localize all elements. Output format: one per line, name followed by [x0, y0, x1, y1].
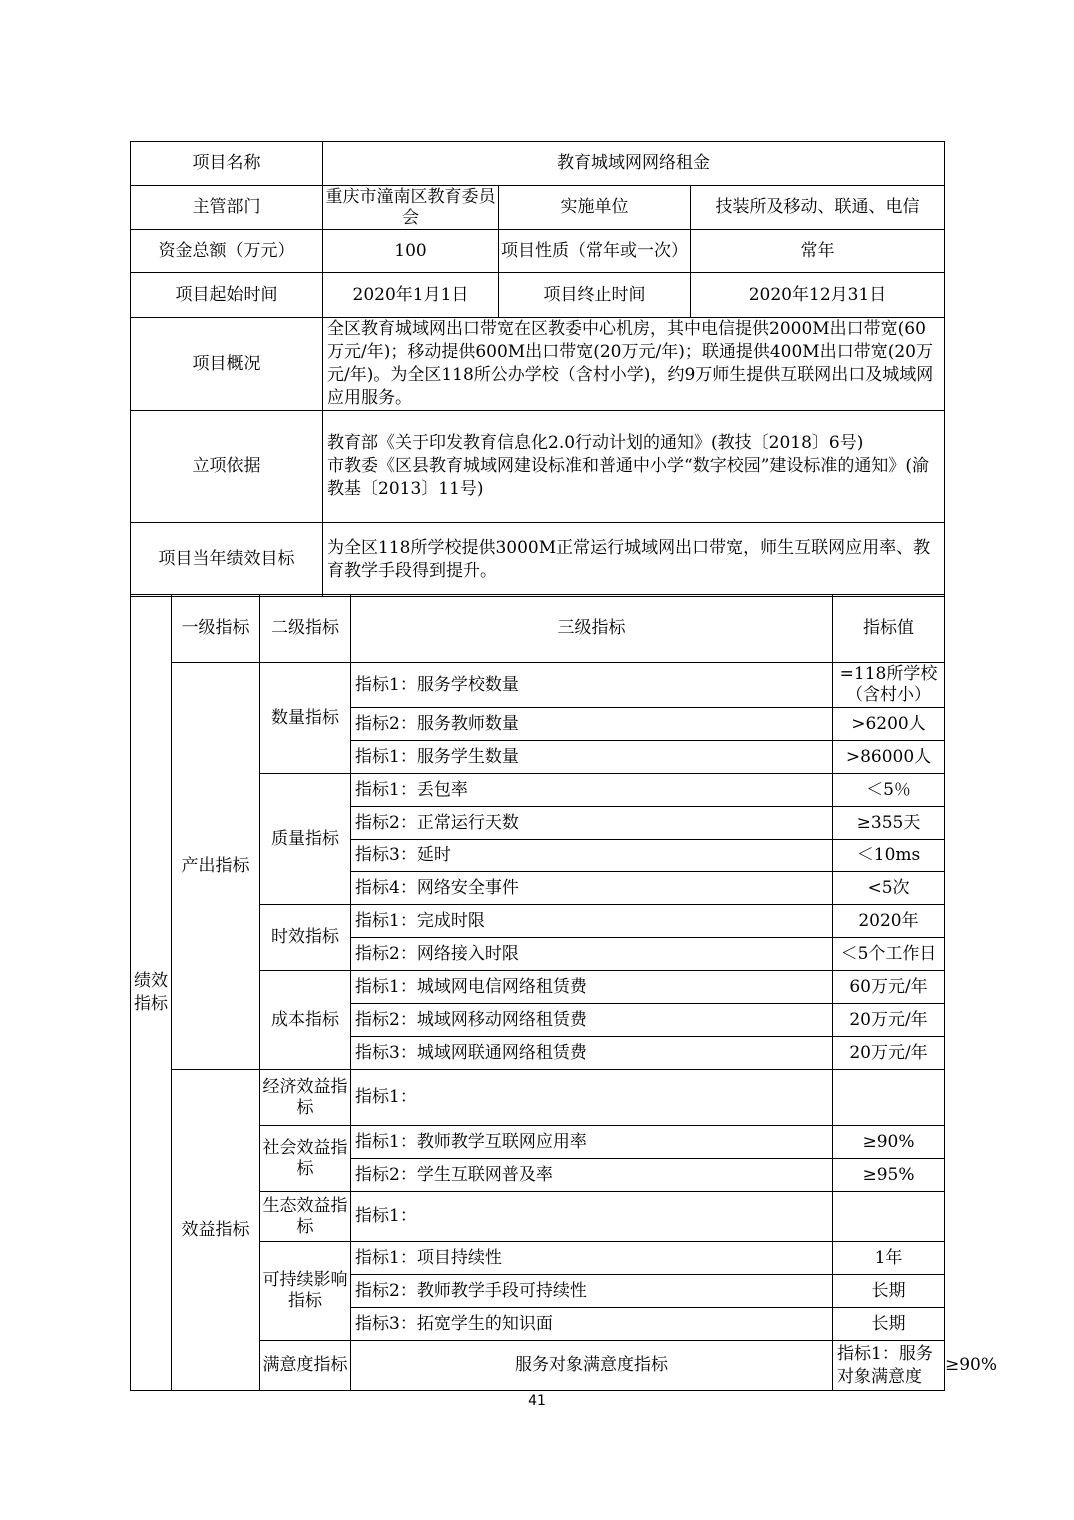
indicator-name: 指标2：正常运行天数 [351, 807, 833, 840]
indicator-value: <5次 [833, 872, 945, 905]
indicator-name: 指标1： [351, 1070, 833, 1126]
performance-table: 绩效指标 一级指标 二级指标 三级指标 指标值 产出指标 数量指标 指标1：服务学校数量 =118所学校（含村小） 指标2：服务教师数量 >6200人 指标1：服务学生数量 >86000人 质量指标 指标1：丢包率 ＜5％ 指标2：正常运行天数 ≥355天 指标3：延时 ＜10ms 指标4：网络安全事件 <5次 时效指标 指标1：完成时限 2020年 指标2：网络接入时限 ＜5个工作日 成本指标 指标1：城域网电信网络租赁费 60万元/年 指标2：城域网移动网络租赁费 20万元/年 指标3：城域网联通网络租赁费 20万元/年 效益指标 经济效益指标 指标1： 社会效益指标 指标1：教师教学互联网应用率 ≥90% 指标2：学生互联网普及率 ≥95% 生态效益指标 指标1： 可持续影响指标 指标1：项目持续性 1年 指标2：教师教学手段可持续性 长期 指标3：拓宽学生的知识面 长期 满意度指标 服务对象满意度指标 指标1：服务对象满意度 ≥90% [130, 594, 945, 1391]
header-level1: 一级指标 [172, 595, 260, 663]
indicator-value: 长期 [833, 1308, 945, 1341]
indicator-name: 指标2：城域网移动网络租赁费 [351, 1004, 833, 1037]
indicator-value: 2020年 [833, 905, 945, 938]
indicator-value: 20万元/年 [833, 1004, 945, 1037]
fund-value: 100 [323, 230, 499, 273]
indicator-value [833, 1192, 945, 1242]
dept-value: 重庆市潼南区教育委员会 [323, 186, 499, 230]
indicator-name: 指标3：拓宽学生的知识面 [351, 1308, 833, 1341]
start-label: 项目起始时间 [131, 273, 323, 318]
indicator-name: 指标1：服务学校数量 [351, 663, 833, 708]
indicator-value: =118所学校（含村小） [833, 663, 945, 708]
cost-label: 成本指标 [260, 971, 351, 1070]
indicator-value [833, 1070, 945, 1126]
fund-label: 资金总额（万元） [131, 230, 323, 273]
indicator-name: 指标3：延时 [351, 840, 833, 872]
header-level2: 二级指标 [260, 595, 351, 663]
basis-line-2: 市教委《区县教育城域网建设标准和普通中小学“数字校园”建设标准的通知》(渝教基〔2013〕11号) [327, 456, 930, 499]
overview-label: 项目概况 [131, 318, 323, 411]
indicator-value: >86000人 [833, 741, 945, 774]
impl-label: 实施单位 [499, 186, 691, 230]
indicator-name: 指标1：教师教学互联网应用率 [351, 1126, 833, 1159]
indicator-name: 指标1：项目持续性 [351, 1242, 833, 1275]
timeliness-label: 时效指标 [260, 905, 351, 971]
header-level3: 三级指标 [351, 595, 833, 663]
basis-line-1: 教育部《关于印发教育信息化2.0行动计划的通知》(教技〔2018〕6号) [327, 433, 864, 453]
indicator-name: 指标2：教师教学手段可持续性 [351, 1275, 833, 1308]
indicator-value: ≥95% [833, 1159, 945, 1192]
sustain-label: 可持续影响指标 [260, 1242, 351, 1341]
nature-value: 常年 [691, 230, 945, 273]
indicator-name: 指标1：服务学生数量 [351, 741, 833, 774]
end-value: 2020年12月31日 [691, 273, 945, 318]
indicator-value: 长期 [833, 1275, 945, 1308]
dept-label: 主管部门 [131, 186, 323, 230]
indicator-name: 指标2：学生互联网普及率 [351, 1159, 833, 1192]
indicator-value: ≥355天 [833, 807, 945, 840]
indicator-value: 20万元/年 [833, 1037, 945, 1070]
benefit-label: 效益指标 [172, 1070, 260, 1391]
indicator-name: 指标3：城域网联通网络租赁费 [351, 1037, 833, 1070]
project-info-table [130, 141, 945, 597]
quantity-label: 数量指标 [260, 663, 351, 774]
indicator-value: ≥90% [833, 1126, 945, 1159]
goal-label: 项目当年绩效目标 [131, 523, 323, 597]
indicator-value: 1年 [833, 1242, 945, 1275]
indicator-name: 指标1：服务对象满意度 [833, 1341, 945, 1391]
impl-value: 技装所及移动、联通、电信 [691, 186, 945, 230]
indicator-name: 指标1： [351, 1192, 833, 1242]
indicator-value: 60万元/年 [833, 971, 945, 1004]
name-label: 项目名称 [131, 142, 323, 186]
nature-label: 项目性质（常年或一次） [499, 230, 691, 273]
output-label: 产出指标 [172, 663, 260, 1070]
header-value: 指标值 [833, 595, 945, 663]
start-value: 2020年1月1日 [323, 273, 499, 318]
indicator-name: 指标1：完成时限 [351, 905, 833, 938]
indicator-name: 指标4：网络安全事件 [351, 872, 833, 905]
social-label: 社会效益指标 [260, 1126, 351, 1192]
indicator-value: ＜5个工作日 [833, 938, 945, 971]
ecological-label: 生态效益指标 [260, 1192, 351, 1242]
end-label: 项目终止时间 [499, 273, 691, 318]
overview-value: 全区教育城域网出口带宽在区教委中心机房，其中电信提供2000M出口带宽(60万元/年)；移动提供600M出口带宽(20万元/年)；联通提供400M出口带宽(20万元/年)。为全区118所公办学校（含村小学)，约9万师生提供互联网出口及城域网应用服务。 [323, 318, 945, 411]
indicator-name: 指标2：服务教师数量 [351, 708, 833, 741]
indicator-value: >6200人 [833, 708, 945, 741]
section-label: 绩效指标 [131, 595, 172, 1391]
economic-label: 经济效益指标 [260, 1070, 351, 1126]
indicator-name: 指标1：丢包率 [351, 774, 833, 807]
satisfaction-label: 满意度指标 [260, 1341, 351, 1391]
page-number: 41 [528, 1393, 546, 1409]
goal-value: 为全区118所学校提供3000M正常运行城域网出口带宽，师生互联网应用率、教育教学手段得到提升。 [323, 523, 945, 597]
satisfaction-sub-label: 服务对象满意度指标 [351, 1341, 833, 1391]
indicator-name: 指标1：城域网电信网络租赁费 [351, 971, 833, 1004]
basis-label: 立项依据 [131, 411, 323, 523]
indicator-name: 指标2：网络接入时限 [351, 938, 833, 971]
indicator-value: ＜5％ [833, 774, 945, 807]
indicator-value: ＜10ms [833, 840, 945, 872]
quality-label: 质量指标 [260, 774, 351, 905]
name-value: 教育城域网网络租金 [323, 142, 945, 186]
basis-value [323, 411, 945, 523]
